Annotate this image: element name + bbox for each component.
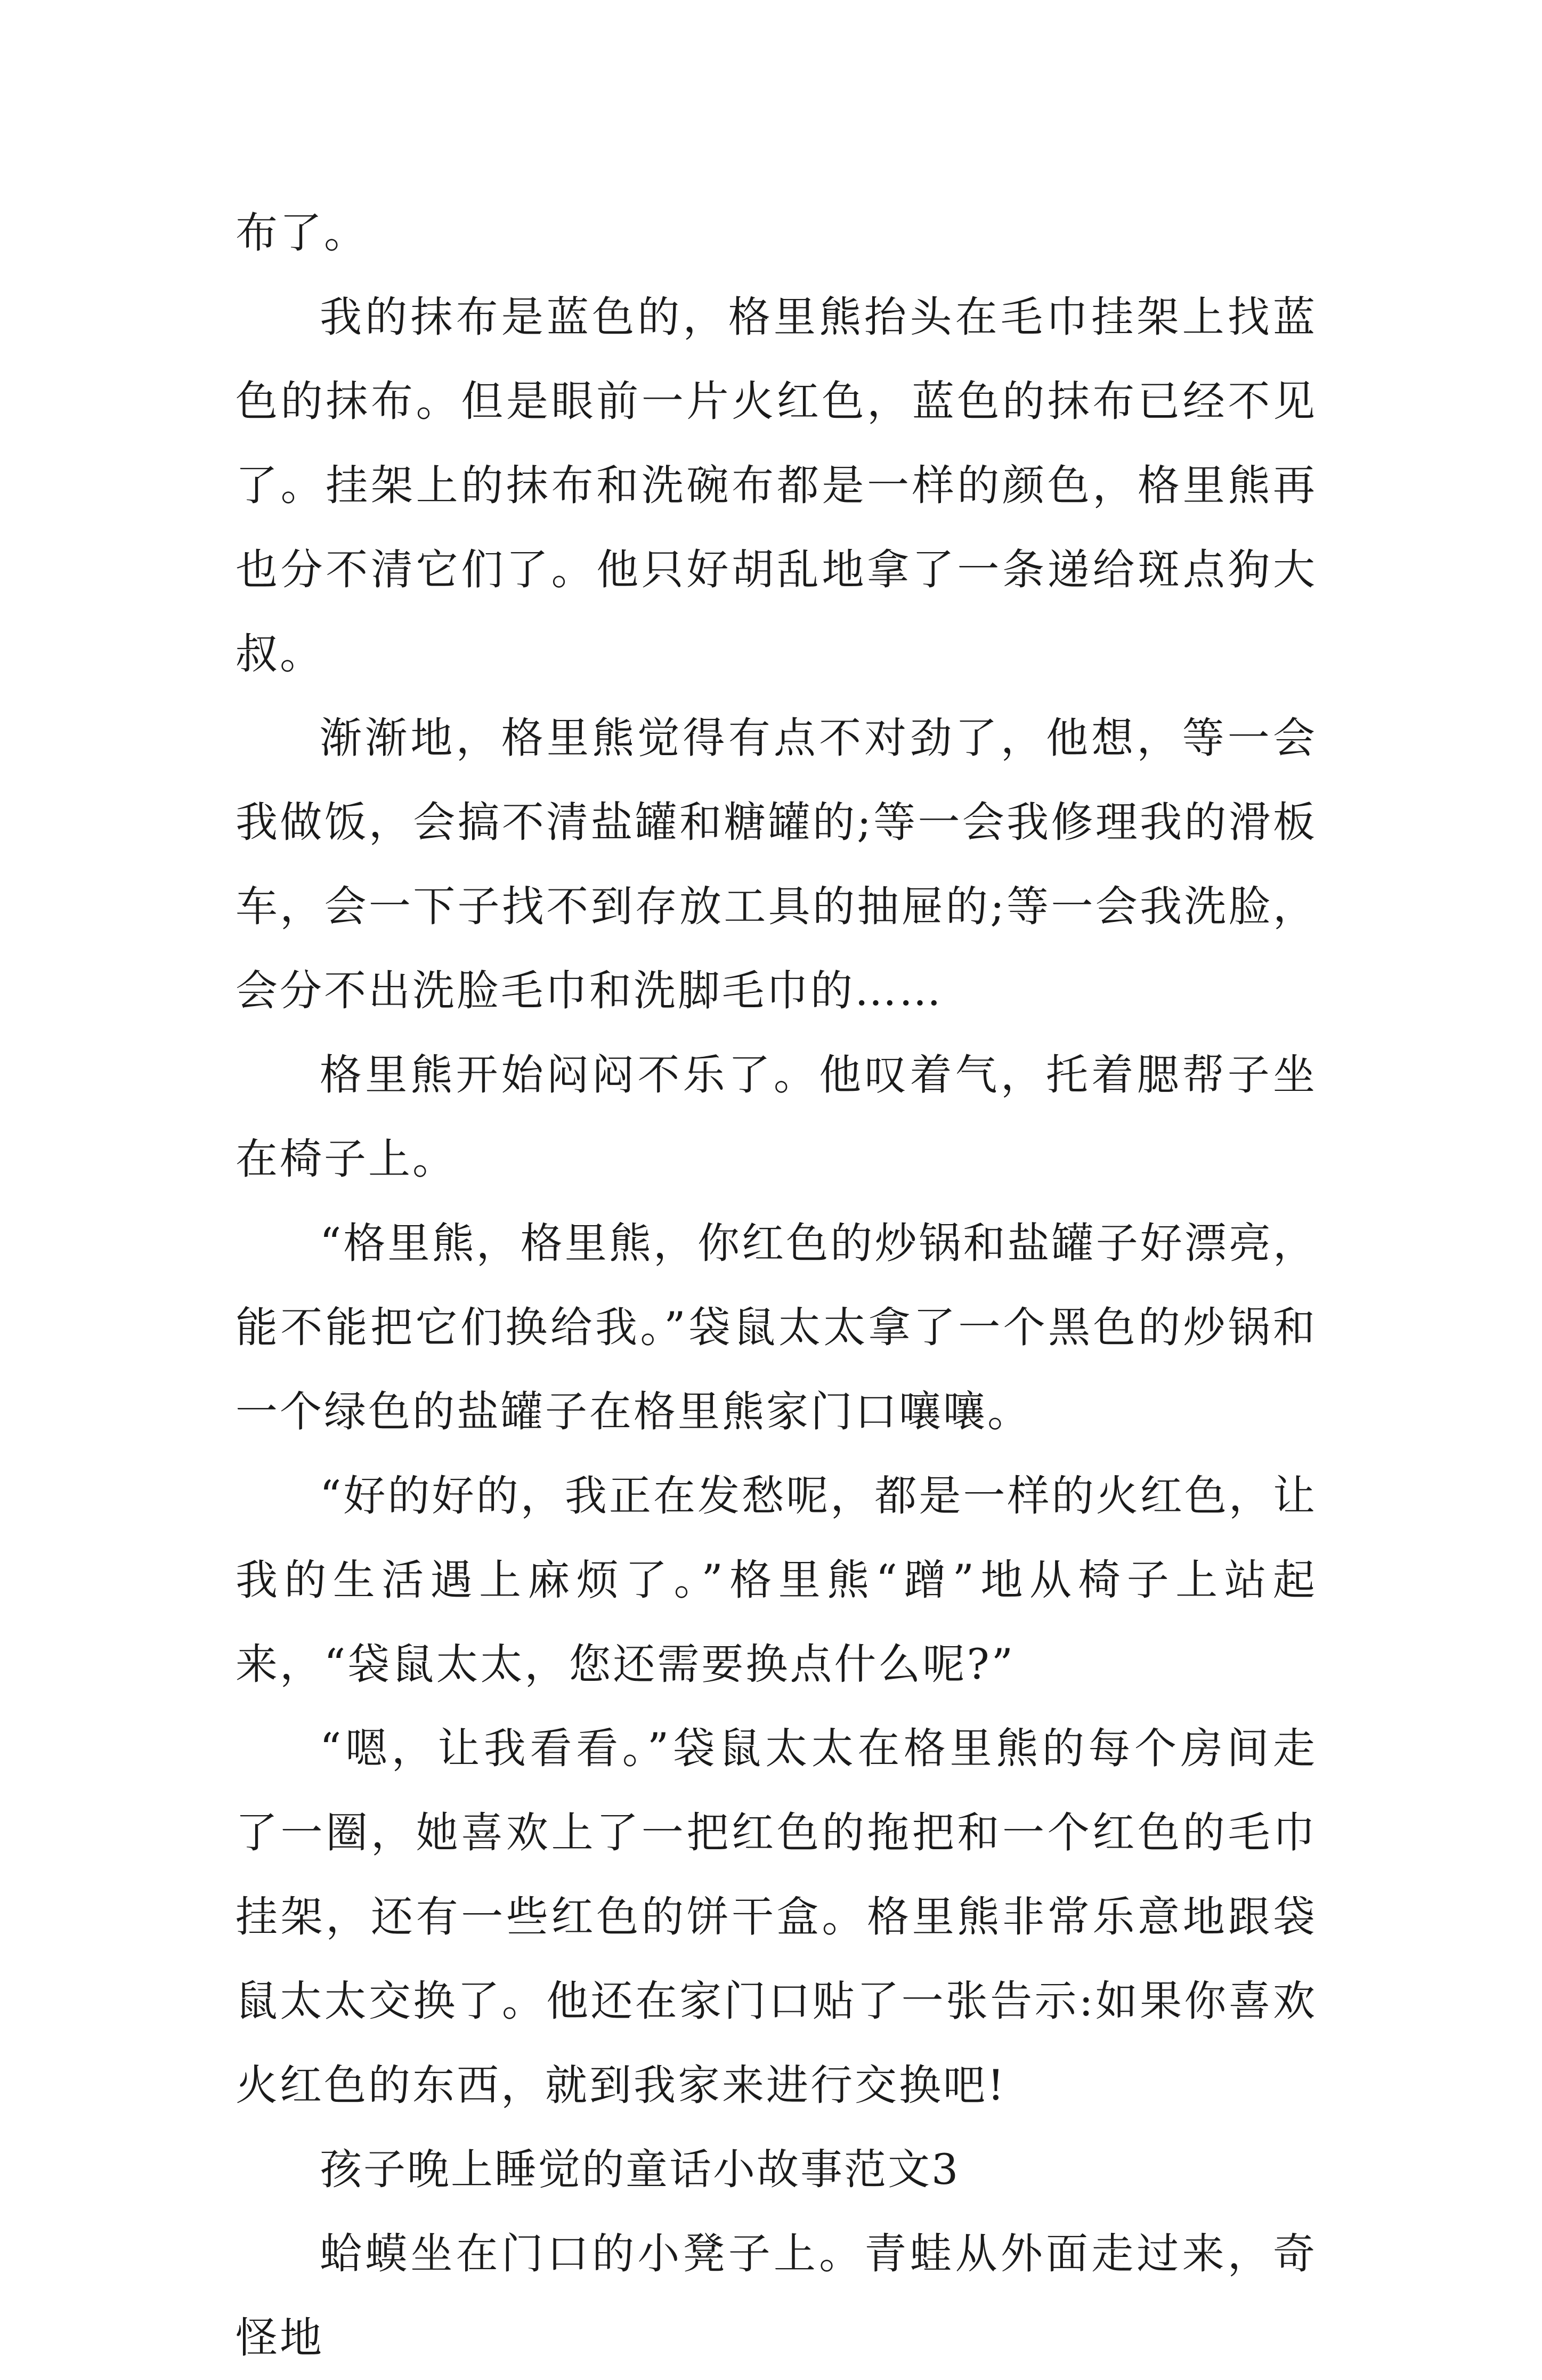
paragraph-4: 格里熊开始闷闷不乐了。他叹着气，托着腮帮子坐在椅子上。 (236, 1050, 1317, 1184)
paragraph-3: 渐渐地，格里熊觉得有点不对劲了，他想，等一会我做饭，会搞不清盐罐和糖罐的;等一会我修理我的滑板车，会一下子找不到存放工具的抽屉的;等一会我洗脸，会分不出洗脸毛巾和洗脚毛巾的…… (236, 714, 1317, 1015)
closing-paragraph: 蛤蟆坐在门口的小凳子上。青蛙从外面走过来，奇怪地 (236, 2229, 1317, 2362)
section-heading: 孩子晚上睡觉的童话小故事范文3 (320, 2145, 960, 2194)
paragraph-7: “嗯，让我看看。”袋鼠太太在格里熊的每个房间走了一圈，她喜欢上了一把红色的拖把和一个红色的毛巾挂架，还有一些红色的饼干盒。格里熊非常乐意地跟袋鼠太太交换了。他还在家门口贴了一张告示:如果你喜欢火红色的东西，就到我家来进行交换吧! (236, 1724, 1317, 2110)
document-body (236, 191, 1317, 2380)
paragraph-5: “格里熊，格里熊，你红色的炒锅和盐罐子好漂亮，能不能把它们换给我。”袋鼠太太拿了一个黑色的炒锅和一个绿色的盐罐子在格里熊家门口嚷嚷。 (236, 1219, 1317, 1436)
paragraph-1: 布了。 (236, 208, 368, 257)
paragraph-6: “好的好的，我正在发愁呢，都是一样的火红色，让我的生活遇上麻烦了。”格里熊“蹭”地从椅子上站起来，“袋鼠太太，您还需要换点什么呢?” (236, 1471, 1317, 1689)
paragraph-2: 我的抹布是蓝色的，格里熊抬头在毛巾挂架上找蓝色的抹布。但是眼前一片火红色，蓝色的抹布已经不见了。挂架上的抹布和洗碗布都是一样的颜色，格里熊再也分不清它们了。他只好胡乱地拿了一条递给斑点狗大叔。 (236, 293, 1317, 678)
